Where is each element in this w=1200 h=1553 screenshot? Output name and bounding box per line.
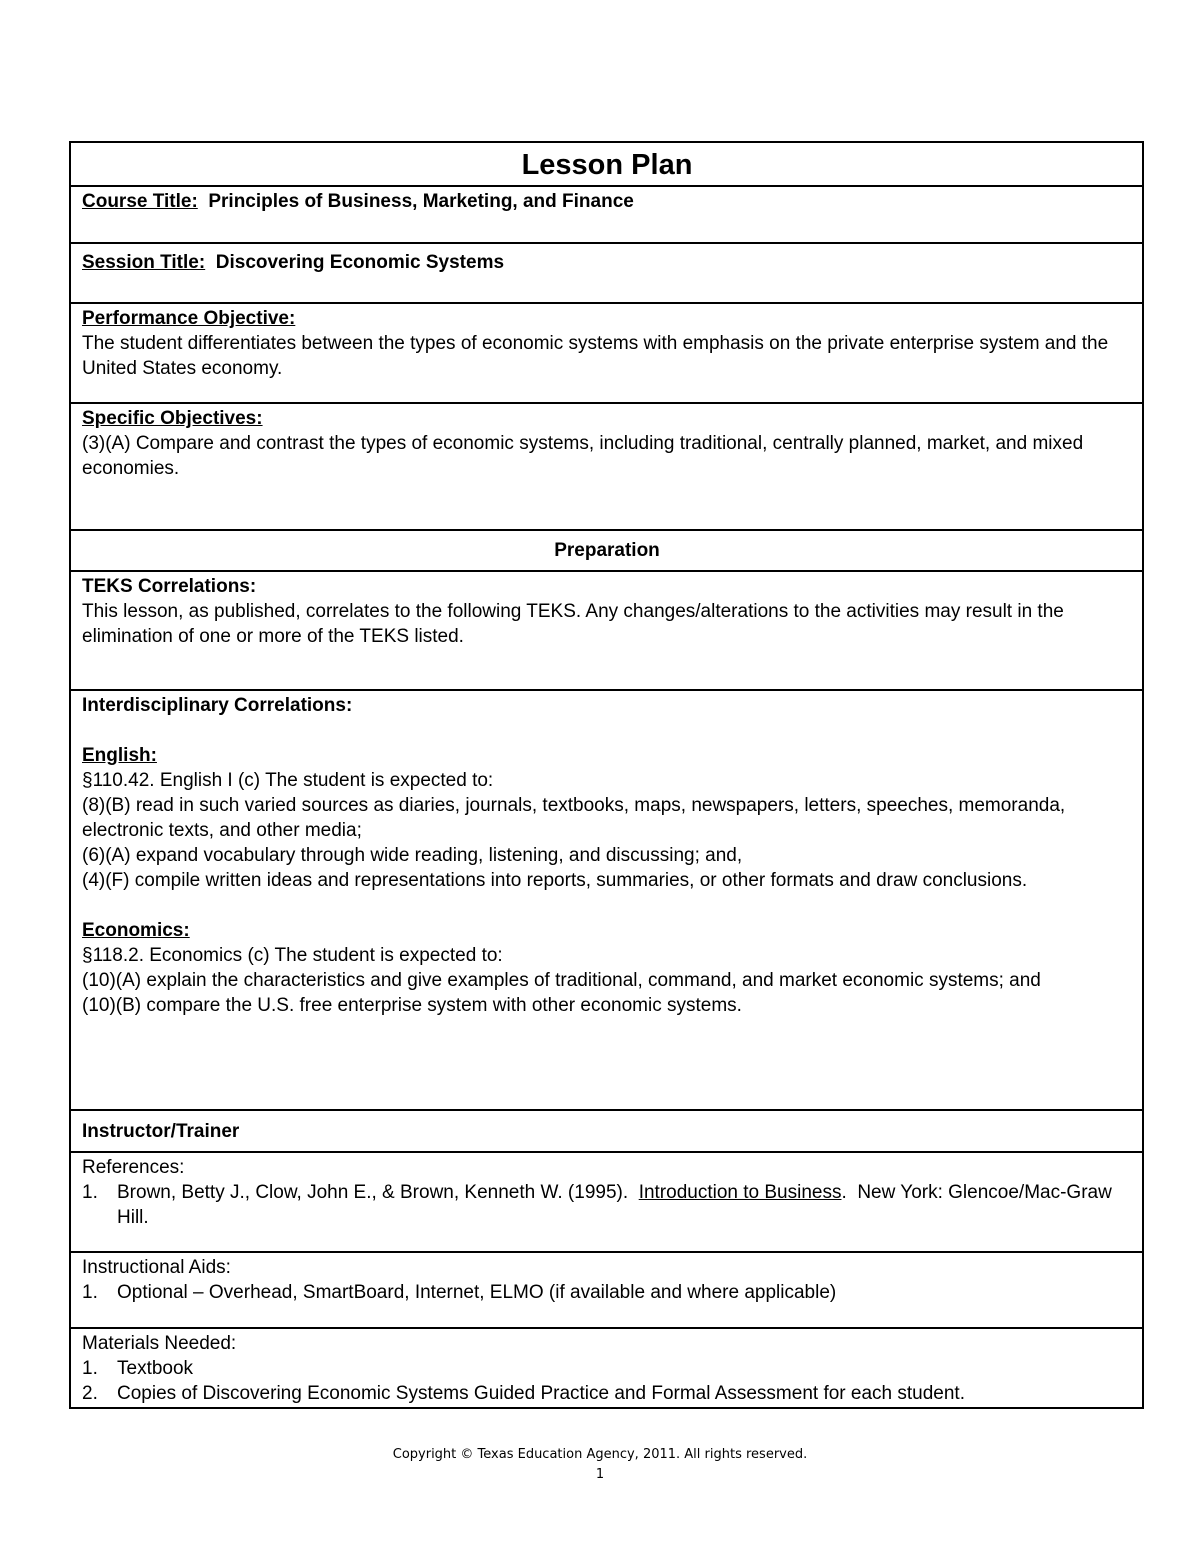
list-text: Textbook (117, 1358, 194, 1379)
course-title-value: Principles of Business, Marketing, and Finance (208, 191, 634, 212)
references-list (82, 1180, 1132, 1230)
performance-objective-row (71, 304, 1142, 404)
list-item (82, 1180, 1132, 1230)
list-text: Optional – Overhead, SmartBoard, Internet, ELMO (if available and where applicable) (117, 1282, 837, 1303)
interdisciplinary-row (71, 691, 1142, 1111)
reference-book-title: Introduction to Business (638, 1182, 842, 1203)
performance-objective-text: The student differentiates between the types of economic systems with emphasis on the private enterprise system and the United States economy. (82, 333, 1109, 379)
references-row (71, 1153, 1142, 1253)
economics-line: (10)(B) compare the U.S. free enterprise system with other economic systems. (82, 995, 742, 1016)
list-item (82, 1356, 1132, 1381)
instructional-aids-label: Instructional Aids: (82, 1257, 231, 1278)
list-text: Copies of Discovering Economic Systems Guided Practice and Formal Assessment for each student. (117, 1383, 965, 1404)
list-number: 1. (82, 1182, 98, 1203)
economics-line: §118.2. Economics (c) The student is expected to: (82, 945, 503, 966)
instructional-aids-row (71, 1253, 1142, 1329)
performance-objective-label: Performance Objective: (82, 308, 296, 329)
english-line: §110.42. English I (c) The student is expected to: (82, 770, 494, 791)
references-label: References: (82, 1157, 185, 1178)
instructional-aids-list (82, 1280, 1132, 1305)
list-number: 2. (82, 1383, 98, 1404)
teks-correlations-label: TEKS Correlations: (82, 576, 257, 597)
specific-objectives-row (71, 404, 1142, 531)
economics-label: Economics: (82, 920, 190, 941)
page-number: 1 (595, 1467, 605, 1482)
english-label: English: (82, 745, 157, 766)
materials-label: Materials Needed: (82, 1333, 237, 1354)
reference-authors: Brown, Betty J., Clow, John E., & Brown, Kenneth W. (1995). (117, 1182, 639, 1203)
lesson-plan-table (69, 141, 1144, 1409)
list-item (82, 1280, 1132, 1305)
specific-objectives-text: (3)(A) Compare and contrast the types of economic systems, including traditional, centrally planned, market, and mixed economies. (82, 433, 1084, 479)
copyright-footer: Copyright © Texas Education Agency, 2011. All rights reserved. (392, 1447, 808, 1462)
english-line: (6)(A) expand vocabulary through wide reading, listening, and discussing; and, (82, 845, 743, 866)
preparation-heading: Preparation (71, 531, 1142, 572)
materials-row (71, 1329, 1142, 1407)
materials-list (82, 1356, 1132, 1406)
session-title-value: Discovering Economic Systems (215, 252, 505, 273)
english-line: (8)(B) read in such varied sources as diaries, journals, textbooks, maps, newspapers, letters, speeches, memoranda, electronic texts, and other media; (82, 795, 1066, 841)
teks-correlations-row (71, 572, 1142, 691)
list-item (82, 1381, 1132, 1406)
interdisciplinary-label: Interdisciplinary Correlations: (82, 695, 353, 716)
course-title-row (71, 187, 1142, 244)
teks-correlations-text: This lesson, as published, correlates to the following TEKS. Any changes/alterations to the activities may result in the elimination of one or more of the TEKS listed. (82, 601, 1064, 647)
economics-line: (10)(A) explain the characteristics and give examples of traditional, command, and market economic systems; and (82, 970, 1041, 991)
session-title-row (71, 244, 1142, 304)
english-line: (4)(F) compile written ideas and representations into reports, summaries, or other formats and draw conclusions. (82, 870, 1028, 891)
instructor-heading: Instructor/Trainer (71, 1111, 1142, 1153)
list-number: 1. (82, 1282, 98, 1303)
specific-objectives-label: Specific Objectives: (82, 408, 263, 429)
page-title: Lesson Plan (71, 143, 1142, 187)
session-title-label: Session Title: (82, 252, 206, 273)
reference-publisher: . New York: Glencoe/Mac-Graw Hill. (117, 1182, 1118, 1228)
course-title-label: Course Title: (82, 191, 198, 212)
list-number: 1. (82, 1358, 98, 1379)
